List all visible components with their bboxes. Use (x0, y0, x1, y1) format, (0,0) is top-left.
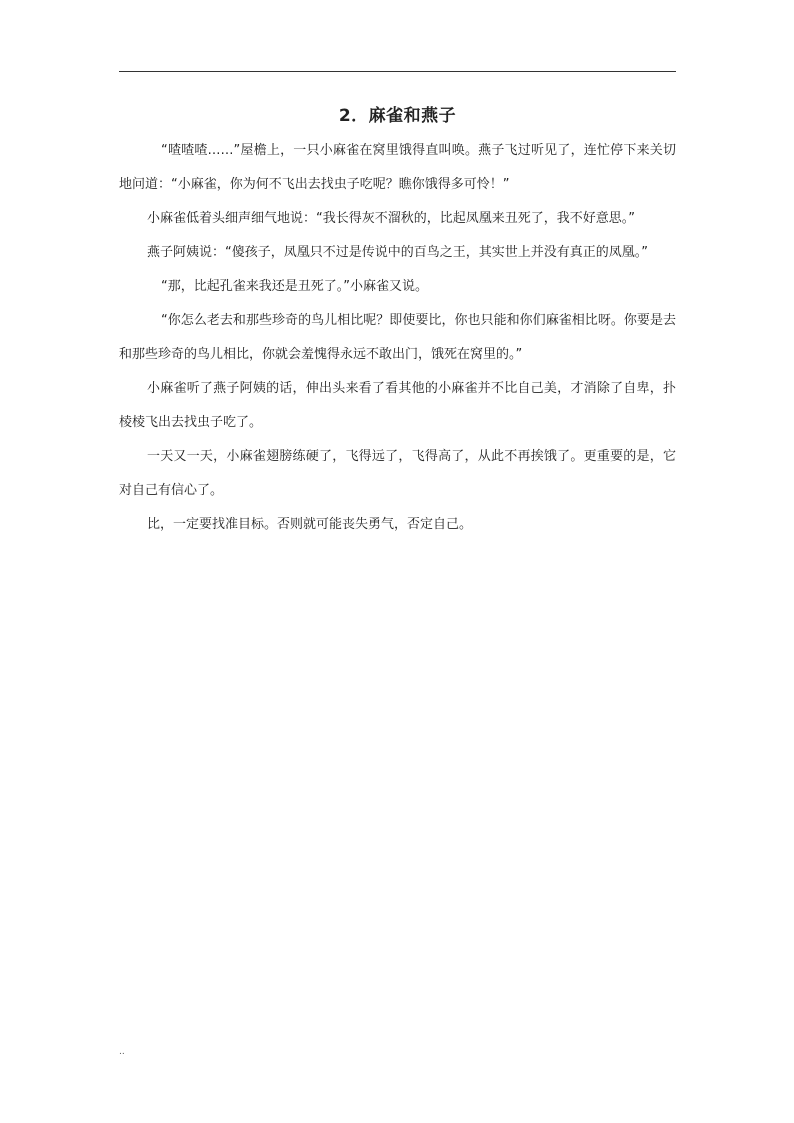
header-rule (119, 71, 676, 72)
paragraph-2: 小麻雀低着头细声细气地说：“我长得灰不溜秋的，比起凤凰来丑死了，我不好意思。” (147, 211, 635, 226)
paragraph-6: 小麻雀听了燕子阿姨的话，伸出头来看了看其他的小麻雀并不比自己美，才消除了自卑，扑棱棱飞出去找虫子吃了。 (119, 381, 676, 430)
paragraph-3: 燕子阿姨说：“傻孩子，凤凰只不过是传说中的百鸟之王，其实世上并没有真正的凤凰。” (147, 245, 648, 260)
paragraph-4: “那，比起孔雀来我还是丑死了。”小麻雀又说。 (161, 279, 428, 294)
paragraph-8: 比，一定要找准目标。否则就可能丧失勇气，否定自己。 (147, 517, 473, 532)
paragraph-7: 一天又一天，小麻雀翅膀练硬了，飞得远了，飞得高了，从此不再挨饿了。更重要的是，它对自己有信心了。 (119, 449, 676, 498)
paragraph-5: “你怎么老去和那些珍奇的鸟儿相比呢？即使要比，你也只能和你们麻雀相比呀。你要是去和那些珍奇的鸟儿相比，你就会羞愧得永远不敢出门，饿死在窝里的。” (119, 313, 676, 362)
footer-mark: .. (119, 1047, 125, 1057)
paragraph-1: “喳喳喳……”屋檐上，一只小麻雀在窝里饿得直叫唤。燕子飞过听见了，连忙停下来关切地问道：“小麻雀，你为何不飞出去找虫子吃呢？瞧你饿得多可怜！” (119, 143, 676, 192)
document-title: 2．麻雀和燕子 (338, 106, 457, 126)
document-body (119, 100, 676, 542)
